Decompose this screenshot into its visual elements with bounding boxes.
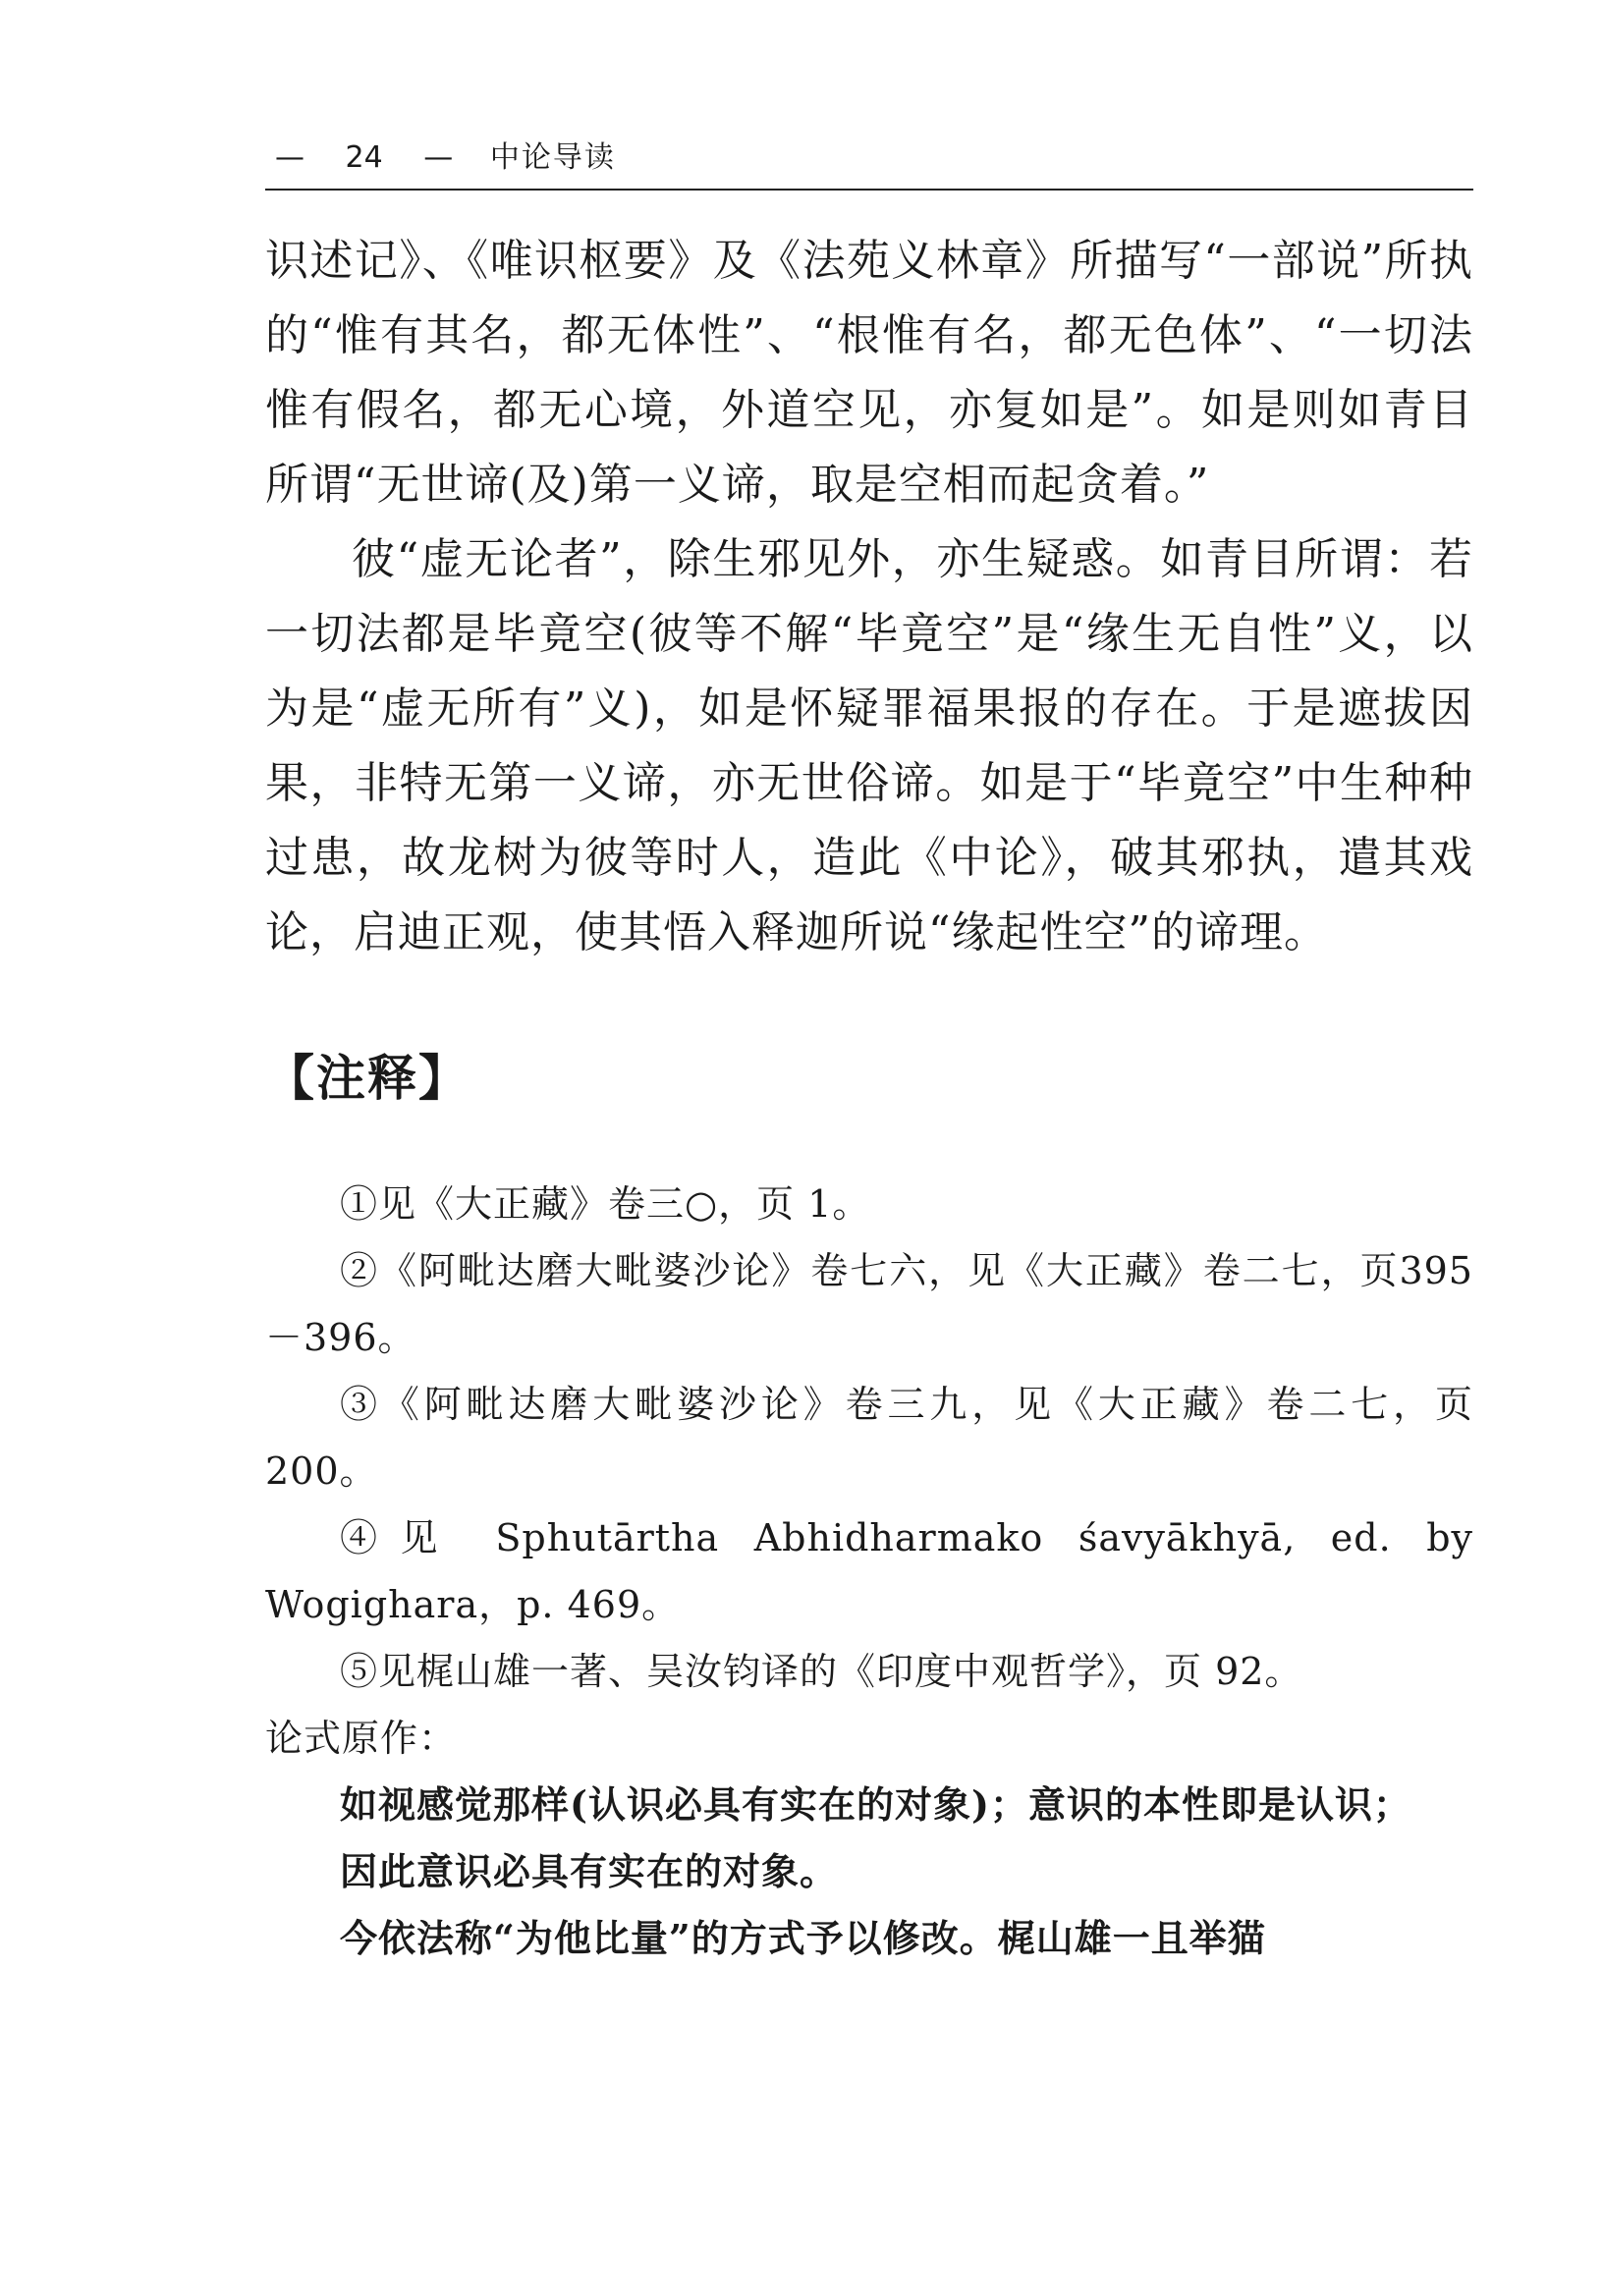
paragraph-1: 识述记》、《唯识枢要》及《法苑义林章》所描写“一部说”所执的“惟有其名，都无体性”、“根惟有名，都无色体”、“一切法惟有假名，都无心境，外道空见，亦复如是”。如是则如青目所谓“无世谛(及)第一义谛，取是空相而起贪着。” <box>265 236 1473 510</box>
body-text <box>265 224 1473 970</box>
note-5-syllogism-1: 如视感觉那样(认识必具有实在的对象)；意识的本性即是认识； <box>340 1782 1411 1827</box>
header-dash-left: — <box>275 140 304 175</box>
note-2: ②《阿毗达磨大毗婆沙论》卷七六，见《大正藏》卷二七，页395－396。 <box>265 1249 1473 1359</box>
header-dash-right: — <box>423 140 454 175</box>
book-page <box>265 128 1473 1972</box>
note-5-tail: 今依法称“为他比量”的方式予以修改。梶山雄一且举猫 <box>340 1916 1266 1960</box>
note-5-continuation: 论式原作： <box>265 1717 458 1760</box>
notes-list <box>265 1171 1473 1972</box>
note-1: ①见《大正藏》卷三○，页 1。 <box>340 1182 871 1226</box>
paragraph-2: 彼“虚无论者”，除生邪见外，亦生疑惑。如青目所谓：若一切法都是毕竟空(彼等不解“毕竟空”是“缘生无自性”义，以为是“虚无所有”义)，如是怀疑罪福果报的存在。于是遮拔因果，非特无第一义谛，亦无世俗谛。如是于“毕竟空”中生种种过患，故龙树为彼等时人，造此《中论》，破其邪执，遣其戏论，启迪正观，使其悟入释迦所说“缘起性空”的谛理。 <box>265 534 1473 957</box>
note-5: ⑤见梶山雄一著、吴汝钧译的《印度中观哲学》，页 92。 <box>340 1650 1303 1693</box>
book-title: 中论导读 <box>489 140 616 175</box>
note-3: ③《阿毗达磨大毗婆沙论》卷三九，见《大正藏》卷二七，页200。 <box>265 1383 1473 1493</box>
page-number: 24 <box>345 140 383 175</box>
note-4: ④见 Sphutārtha Abhidharmako śavyākhyā, ed. by Wogighara，p. 469。 <box>265 1516 1473 1626</box>
running-header <box>265 128 1473 191</box>
section-heading-notes: 【注释】 <box>265 1050 470 1107</box>
note-5-syllogism-2: 因此意识必具有实在的对象。 <box>340 1849 839 1893</box>
